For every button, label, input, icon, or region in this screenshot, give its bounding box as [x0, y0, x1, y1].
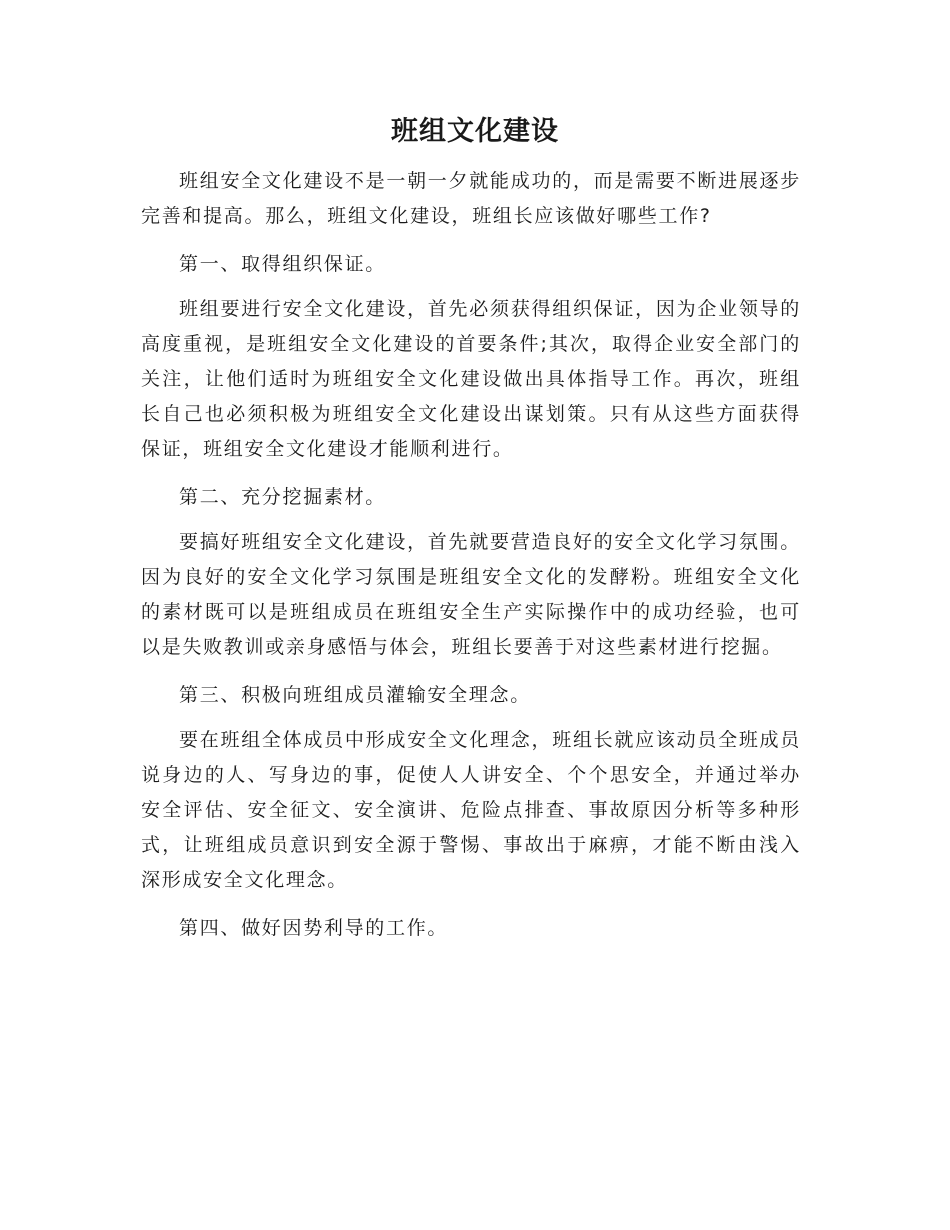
section-heading-2: 第二、充分挖掘素材。	[179, 486, 387, 508]
document-title: 班组文化建设	[391, 116, 559, 147]
paragraph-section-3: 要在班组全体成员中形成安全文化理念，班组长就应该动员全班成员说身边的人、写身边的事，促使人人讲安全、个个思安全，并通过举办安全评估、安全征文、安全演讲、危险点排查、事故原因分析等多种形式，让班组成员意识到安全源于警惕、事故出于麻痹，才能不断由浅入深形成安全文化理念。	[141, 729, 801, 891]
section-heading-3: 第三、积极向班组成员灌输安全理念。	[179, 684, 531, 706]
paragraph-section-2: 要搞好班组安全文化建设，首先就要营造良好的安全文化学习氛围。因为良好的安全文化学习氛围是班组安全文化的发酵粉。班组安全文化的素材既可以是班组成员在班组安全生产实际操作中的成功经验，也可以是失败教训或亲身感悟与体会，班组长要善于对这些素材进行挖掘。	[141, 531, 801, 658]
document-body	[141, 164, 801, 956]
paragraph-intro: 班组安全文化建设不是一朝一夕就能成功的，而是需要不断进展逐步完善和提高。那么，班组文化建设，班组长应该做好哪些工作?	[141, 170, 801, 227]
section-heading-4: 第四、做好因势利导的工作。	[179, 917, 449, 939]
section-heading-1: 第一、取得组织保证。	[179, 253, 387, 275]
paragraph-section-1: 班组要进行安全文化建设，首先必须获得组织保证，因为企业领导的高度重视，是班组安全文化建设的首要条件;其次，取得企业安全部门的关注，让他们适时为班组安全文化建设做出具体指导工作。再次，班组长自己也必须积极为班组安全文化建设出谋划策。只有从这些方面获得保证，班组安全文化建设才能顺利进行。	[141, 298, 801, 460]
